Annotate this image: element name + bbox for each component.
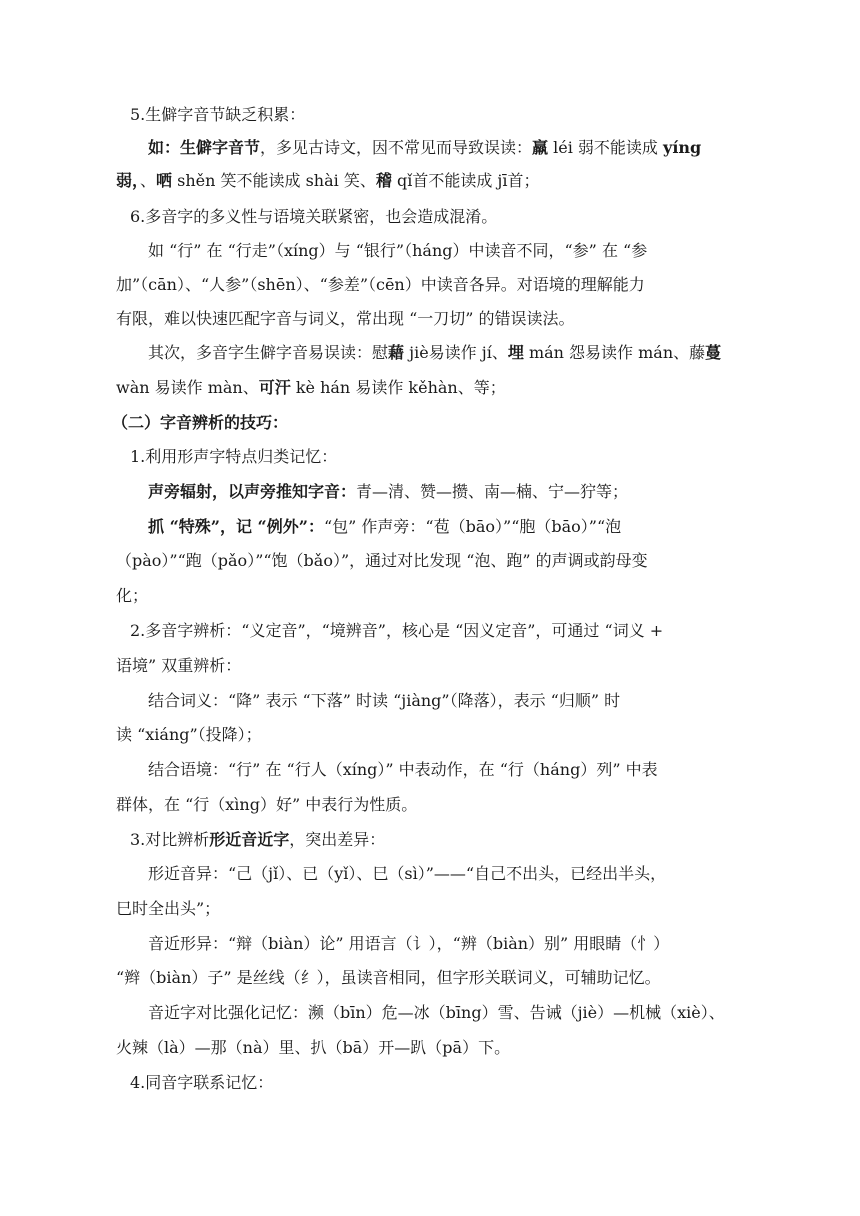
paragraph-line: 声旁辐射，以声旁推知字音：青—清、赞—攒、南—楠、宁—狞等； <box>148 482 629 501</box>
paragraph-line: 化； <box>116 586 149 605</box>
paragraph-line: 巳时全出头”； <box>116 899 221 918</box>
item-2-heading: 2.多音字辨析：“义定音”，“境辨音”，核心是 “因义定音”，可通过 “词义 + <box>130 621 664 640</box>
paragraph-line: 火辣（là）—那（nà）里、扒（bā）开—趴（pā）下。 <box>116 1038 511 1057</box>
paragraph-line: wàn 易读作 màn、可汗 kè hán 易读作 kěhàn、等； <box>116 378 506 397</box>
paragraph-line: 音近字对比强化记忆：濒（bīn）危—冰（bīng）雪、告诫（jiè）—机械（xiè）、 <box>148 1003 725 1022</box>
paragraph-line: 结合词义：“降” 表示 “下落” 时读 “jiàng”（降落），表示 “归顺” 时 <box>148 691 621 710</box>
paragraph-line: 如：生僻字音节，多见古诗文，因不常见而导致误读：羸 léi 弱不能读成 yíng <box>148 138 702 157</box>
paragraph-line: 音近形异：“辩（biàn）论” 用语言（讠），“辨（biàn）别” 用眼睛（忄） <box>148 934 670 953</box>
item-5-heading: 5.生僻字音节缺乏积累： <box>130 105 306 124</box>
paragraph-line: 有限，难以快速匹配字音与词义，常出现 “一刀切” 的错误读法。 <box>116 309 575 328</box>
paragraph-line: “辫（biàn）子” 是丝线（纟），虽读音相同，但字形关联词义，可辅助记忆。 <box>116 968 661 987</box>
item-3-heading: 3.对比辨析形近音近字，突出差异： <box>130 830 386 849</box>
item-4-heading: 4.同音字联系记忆： <box>130 1073 274 1092</box>
paragraph-line: 语境” 双重辨析： <box>116 656 242 675</box>
paragraph-line: 其次，多音字生僻字音易误读：慰藉 jiè易读作 jí、埋 mán 怨易读作 mán、藤蔓 <box>148 343 722 362</box>
paragraph-line: 加”（cān）、“人参”（shēn）、“参差”（cēn）中读音各异。对语境的理解能力 <box>116 275 645 294</box>
paragraph-line: 读 “xiáng”（投降）； <box>116 725 262 744</box>
paragraph-line: 如 “行” 在 “行走”（xíng）与 “银行”（háng）中读音不同，“参” 在 “参 <box>148 241 648 260</box>
paragraph-line: 结合语境：“行” 在 “行人（xíng）” 中表动作，在 “行（háng）列” 中表 <box>148 760 658 779</box>
item-6-heading: 6.多音字的多义性与语境关联紧密，也会造成混淆。 <box>130 207 498 226</box>
paragraph-line: 群体，在 “行（xìng）好” 中表行为性质。 <box>116 795 418 814</box>
paragraph-line: 抓 “特殊”，记 “例外”：“包” 作声旁：“苞（bāo）”“胞（bāo）”“泡 <box>148 517 622 536</box>
item-1-heading: 1.利用形声字特点归类记忆： <box>130 447 338 466</box>
paragraph-line: （pào）”“跑（pǎo）”“饱（bǎo）”，通过对比发现 “泡、跑” 的声调或韵母变 <box>116 551 648 570</box>
paragraph-line: 形近音异：“己（jǐ）、已（yǐ）、巳（sì）”——“自己不出头，已经出半头， <box>148 864 667 883</box>
section-heading: （二）字音辨析的技巧： <box>112 413 289 432</box>
paragraph-line: 弱，、哂 shěn 笑不能读成 shài 笑、稽 qǐ首不能读成 jī首； <box>116 171 540 190</box>
